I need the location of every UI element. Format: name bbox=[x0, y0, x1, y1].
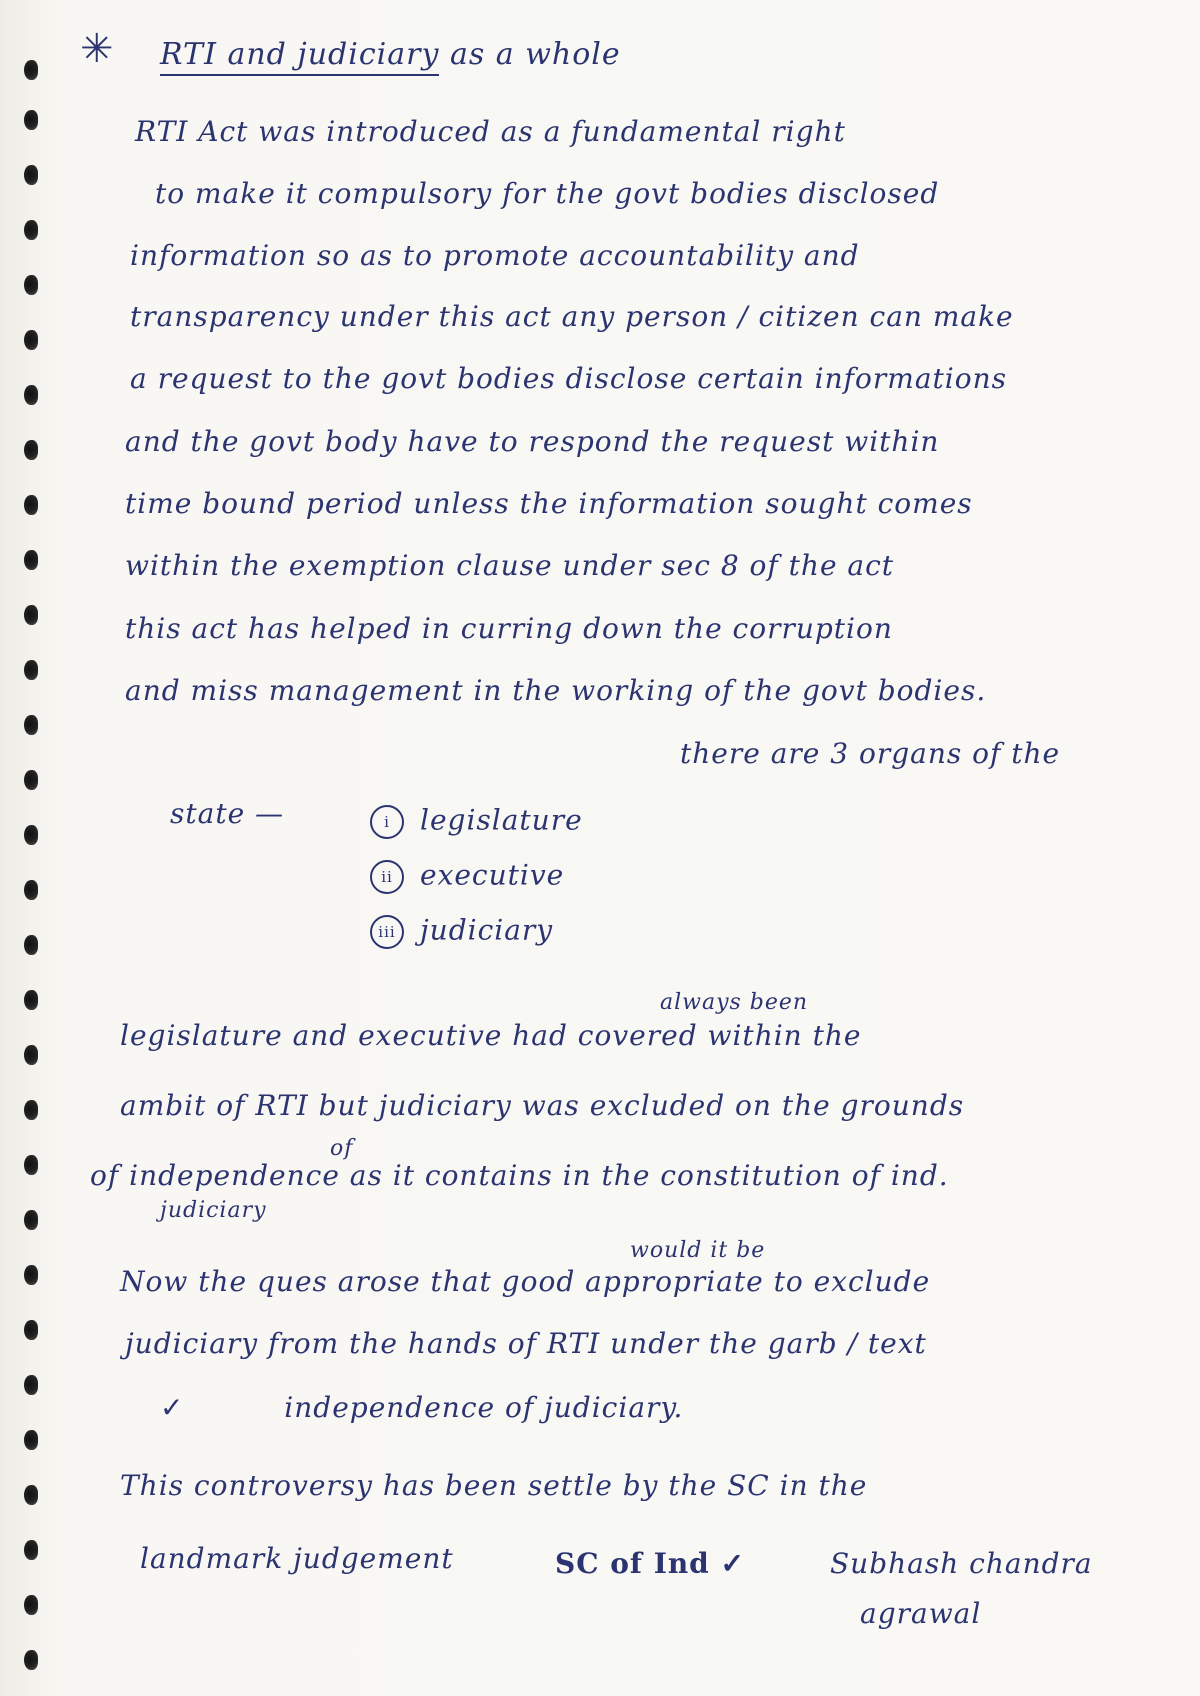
paragraph-text: independence of judiciary. bbox=[284, 1391, 684, 1424]
paragraph-line: ambit of RTI but judiciary was excluded on the grounds bbox=[120, 1089, 965, 1122]
binding-hole bbox=[24, 1210, 38, 1230]
organ-label: legislature bbox=[420, 803, 583, 837]
asterisk-star-icon: ✳ bbox=[80, 26, 114, 72]
binding-hole bbox=[24, 990, 38, 1010]
organ-number: iii bbox=[370, 915, 404, 949]
page-heading bbox=[160, 37, 621, 72]
binding-hole bbox=[24, 1100, 38, 1120]
binding-hole bbox=[24, 110, 38, 130]
binding-hole bbox=[24, 1485, 38, 1505]
organs-lead: state — bbox=[170, 797, 285, 830]
case-respondent: Subhash chandra bbox=[830, 1547, 1093, 1580]
organ-list-item bbox=[370, 860, 564, 894]
binding-hole bbox=[24, 825, 38, 845]
binding-hole bbox=[24, 605, 38, 625]
paragraph-line: information so as to promote accountability and bbox=[130, 239, 860, 272]
organ-number: i bbox=[370, 805, 404, 839]
paragraph-line: time bound period unless the information sought comes bbox=[125, 487, 973, 520]
paragraph-line: Now the ques arose that good appropriate to exclude bbox=[120, 1265, 931, 1298]
binding-hole bbox=[24, 1265, 38, 1285]
heading-title: RTI and judiciary bbox=[160, 37, 439, 76]
binding-hole bbox=[24, 880, 38, 900]
binding-hole bbox=[24, 1595, 38, 1615]
paragraph-line: judiciary from the hands of RTI under the garb / text bbox=[125, 1327, 927, 1360]
binding-hole bbox=[24, 60, 38, 80]
paragraph-line: this act has helped in curring down the corruption bbox=[125, 612, 893, 645]
check-icon: ✓ bbox=[160, 1391, 185, 1424]
binding-hole bbox=[24, 1320, 38, 1340]
organ-list-item bbox=[370, 915, 553, 949]
binding-hole bbox=[24, 550, 38, 570]
binding-holes bbox=[0, 0, 60, 1696]
case-party: SC of Ind bbox=[555, 1547, 710, 1580]
binding-hole bbox=[24, 660, 38, 680]
binding-hole bbox=[24, 440, 38, 460]
paragraph-line: and miss management in the working of the govt bodies. bbox=[125, 674, 987, 707]
binding-hole bbox=[24, 1155, 38, 1175]
paragraph-line: to make it compulsory for the govt bodies disclosed bbox=[155, 177, 940, 210]
inserted-text: of bbox=[330, 1136, 354, 1161]
organ-label: executive bbox=[420, 858, 565, 892]
check-icon: ✓ bbox=[720, 1547, 745, 1580]
paragraph-line: and the govt body have to respond the request within bbox=[125, 425, 940, 458]
paragraph-line: there are 3 organs of the bbox=[680, 737, 1061, 770]
binding-hole bbox=[24, 1650, 38, 1670]
inserted-text: judiciary bbox=[160, 1198, 267, 1223]
binding-hole bbox=[24, 1045, 38, 1065]
binding-hole bbox=[24, 165, 38, 185]
paragraph-line: This controversy has been settle by the SC in the bbox=[120, 1469, 868, 1502]
binding-hole bbox=[24, 275, 38, 295]
binding-hole bbox=[24, 385, 38, 405]
paragraph-line: RTI Act was introduced as a fundamental right bbox=[135, 115, 846, 148]
paragraph-line: a request to the govt bodies disclose certain informations bbox=[130, 362, 1007, 395]
heading-suffix: as a whole bbox=[449, 37, 621, 72]
inserted-text: always been bbox=[660, 990, 809, 1015]
paragraph-line: transparency under this act any person / citizen can make bbox=[130, 300, 1014, 333]
paragraph-line: of independence as it contains in the constitution of ind. bbox=[90, 1159, 949, 1192]
binding-hole bbox=[24, 220, 38, 240]
binding-hole bbox=[24, 495, 38, 515]
organ-list-item bbox=[370, 805, 583, 839]
case-name bbox=[555, 1547, 745, 1580]
binding-hole bbox=[24, 715, 38, 735]
binding-hole bbox=[24, 1375, 38, 1395]
case-respondent: agrawal bbox=[860, 1597, 982, 1630]
paragraph-line: legislature and executive had covered within the bbox=[120, 1019, 862, 1052]
paragraph-line: within the exemption clause under sec 8 of the act bbox=[125, 549, 895, 582]
binding-hole bbox=[24, 935, 38, 955]
inserted-text: would it be bbox=[630, 1238, 766, 1263]
paragraph-line: landmark judgement bbox=[140, 1542, 454, 1575]
binding-hole bbox=[24, 1540, 38, 1560]
organ-number: ii bbox=[370, 860, 404, 894]
binding-hole bbox=[24, 770, 38, 790]
binding-hole bbox=[24, 330, 38, 350]
binding-hole bbox=[24, 1430, 38, 1450]
paragraph-line bbox=[160, 1391, 684, 1424]
organ-label: judiciary bbox=[420, 913, 554, 947]
